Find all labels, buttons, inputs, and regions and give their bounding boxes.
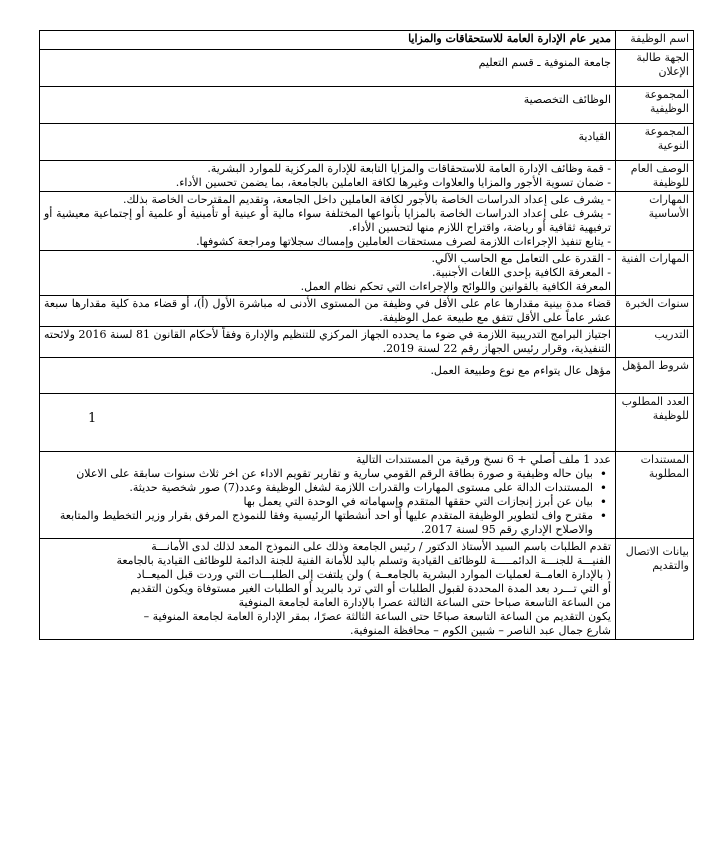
value-required-count: 1	[40, 394, 616, 452]
row-qualitative-group	[40, 124, 694, 161]
row-required-documents	[40, 452, 694, 539]
label-job-title: اسم الوظيفة	[616, 31, 694, 50]
label-qualification: شروط المؤهل	[616, 358, 694, 394]
technical-skill-line: - القدرة على التعامل مع الحاسب الآلي.	[431, 252, 611, 265]
documents-list	[44, 467, 611, 537]
technical-skill-line: المعرفة الكافية بالقوانين واللوائح والإجراءات التي تحكم نظام العمل.	[300, 280, 611, 293]
value-qualitative-group: القيادية	[40, 124, 616, 161]
list-item: • بيان حاله وظيفية و صورة بطاقة الرقم القومي سارية و تقارير تقويم الاداء عن اخر ثلاث سنوات سابقة على الاعلان	[44, 467, 593, 481]
skill-line: - يشرف على إعداد الدراسات الخاصة بالمزايا بأنواعها المختلفة سواء مالية أو عينية أو تأمينية أو علمية أو إجتماعية معيشية أو ترفيهية ثقافية أو رياضة، واقتراح اللازم منها لتحسين الأداء.	[44, 207, 611, 234]
row-experience-years	[40, 296, 694, 327]
description-line: - قمة وظائف الإدارة العامة للاستحقاقات والمزايا التابعة للإدارة المركزية للموارد البشرية.	[207, 162, 611, 175]
contact-line: ( بالإدارة العامــة لعمليات الموارد البشرية بالجامعــة ) ولن يلتفت إلى الطلبـــات التي وردت قبل الميعــاد	[136, 568, 611, 581]
description-line: - ضمان تسوية الأجور والمزايا والعلاوات وغيرها لكافة العاملين بالجامعة، بما يضمن تحسين الأداء.	[175, 176, 611, 189]
contact-line: تقدم الطلبات باسم السيد الأستاذ الدكتور / رئيس الجامعة وذلك على النموذج المعد لذلك لدى الأمانـــة	[151, 540, 611, 553]
contact-line: الفنيـــة للجنـــة الدائمـــــة للوظائف القيادية وتسلم باليد للأمانة الفنية للجنة الدائمة للوظائف القيادية بالجامعة	[116, 554, 611, 567]
row-qualification	[40, 358, 694, 394]
contact-line: يكون التقديم من الساعة التاسعة صباحًا حتى الساعة الثالثة عصرًا، بمقر الإدارة العامة لجامعة المنوفية –	[143, 610, 611, 623]
label-experience-years: سنوات الخبرة	[616, 296, 694, 327]
value-job-title: مدير عام الإدارة العامة للاستحقاقات والمزايا	[40, 31, 616, 50]
label-job-group: المجموعة الوظيفية	[616, 87, 694, 124]
value-experience-years: قضاء مدة بينية مقدارها عام على الأقل في وظيفة من المستوى الأدنى له مباشرة الأول (أ)، أو قضاء مدة كلية مقدارها سبعة عشر عاماً على الأقل تتفق مع طبيعة عمل الوظيفة.	[40, 296, 616, 327]
contact-line: شارع جمال عبد الناصر – شبين الكوم – محافظة المنوفية.	[349, 624, 611, 637]
contact-line: من الساعة التاسعة صباحا حتى الساعة الثالثة عصرا بالإدارة العامة لجامعة المنوفية	[238, 596, 611, 609]
skill-line: - يتابع تنفيذ الإجراءات اللازمة لصرف مستحقات العاملين وإمساك سجلاتها ومراجعة كشوفها.	[196, 235, 611, 248]
job-spec-table	[39, 30, 694, 640]
value-announcing-body: جامعة المنوفية ـ قسم التعليم	[40, 50, 616, 87]
label-qualitative-group: المجموعة النوعية	[616, 124, 694, 161]
label-required-count: العدد المطلوب للوظيفة	[616, 394, 694, 452]
row-general-description	[40, 161, 694, 192]
label-announcing-body: الجهة طالبة الإعلان	[616, 50, 694, 87]
list-item: • بيان عن أبرز إنجازات التي حققها المتقدم وإسهاماته في الوحدة التي يعمل بها	[44, 495, 593, 509]
row-technical-skills	[40, 251, 694, 296]
value-technical-skills	[40, 251, 616, 296]
row-training	[40, 327, 694, 358]
list-item: • المستندات الدالة على مستوى المهارات والقدرات اللازمة لشغل الوظيفة وعدد(7) صور شخصية حديثة.	[44, 481, 593, 495]
label-basic-skills: المهارات الأساسية	[616, 192, 694, 251]
label-technical-skills: المهارات الفنية	[616, 251, 694, 296]
value-qualification: مؤهل عال يتواءم مع نوع وطبيعة العمل.	[40, 358, 616, 394]
technical-skill-line: - المعرفة الكافية بإحدى اللغات الأجنبية.	[432, 266, 611, 279]
skill-line: - يشرف على إعداد الدراسات الخاصة بالأجور لكافة العاملين داخل الجامعة، وتقديم المقترحات الخاصة بذلك.	[123, 193, 611, 206]
row-announcing-body	[40, 50, 694, 87]
value-training: اجتياز البرامج التدريبية اللازمة في ضوء ما يحدده الجهاز المركزي للتنظيم والإدارة وفقاً لأحكام القانون 81 لسنة 2016 ولائحته التنفيذية، وقرار رئيس الجهاز رقم 22 لسنة 2019.	[40, 327, 616, 358]
value-contact-submission	[40, 539, 616, 640]
documents-intro: عدد 1 ملف أصلي + 6 نسخ ورقية من المستندات التالية	[356, 453, 611, 466]
value-job-group: الوظائف التخصصية	[40, 87, 616, 124]
value-basic-skills	[40, 192, 616, 251]
label-contact-submission: بيانات الاتصال والتقديم	[616, 539, 694, 640]
value-required-documents	[40, 452, 616, 539]
label-general-description: الوصف العام للوظيفة	[616, 161, 694, 192]
row-job-title	[40, 31, 694, 50]
label-training: التدريب	[616, 327, 694, 358]
value-general-description	[40, 161, 616, 192]
label-required-documents: المستندات المطلوبة	[616, 452, 694, 539]
contact-line: أو التي تـــرد بعد المدة المحددة لقبول الطلبات أو التي ترد بالبريد أو الطلبات الغير مستوفاة ويكون التقديم	[130, 582, 611, 595]
row-basic-skills	[40, 192, 694, 251]
list-item: • مقترح واف لتطوير الوظيفة المتقدم عليها أو احد أنشطتها الرئيسية وفقا للنموذج المرفق بقرار وزير التخطيط والمتابعة والاصلاح الإداري رقم 95 لسنة 2017.	[44, 509, 593, 537]
row-contact-submission	[40, 539, 694, 640]
row-job-group	[40, 87, 694, 124]
row-required-count	[40, 394, 694, 452]
